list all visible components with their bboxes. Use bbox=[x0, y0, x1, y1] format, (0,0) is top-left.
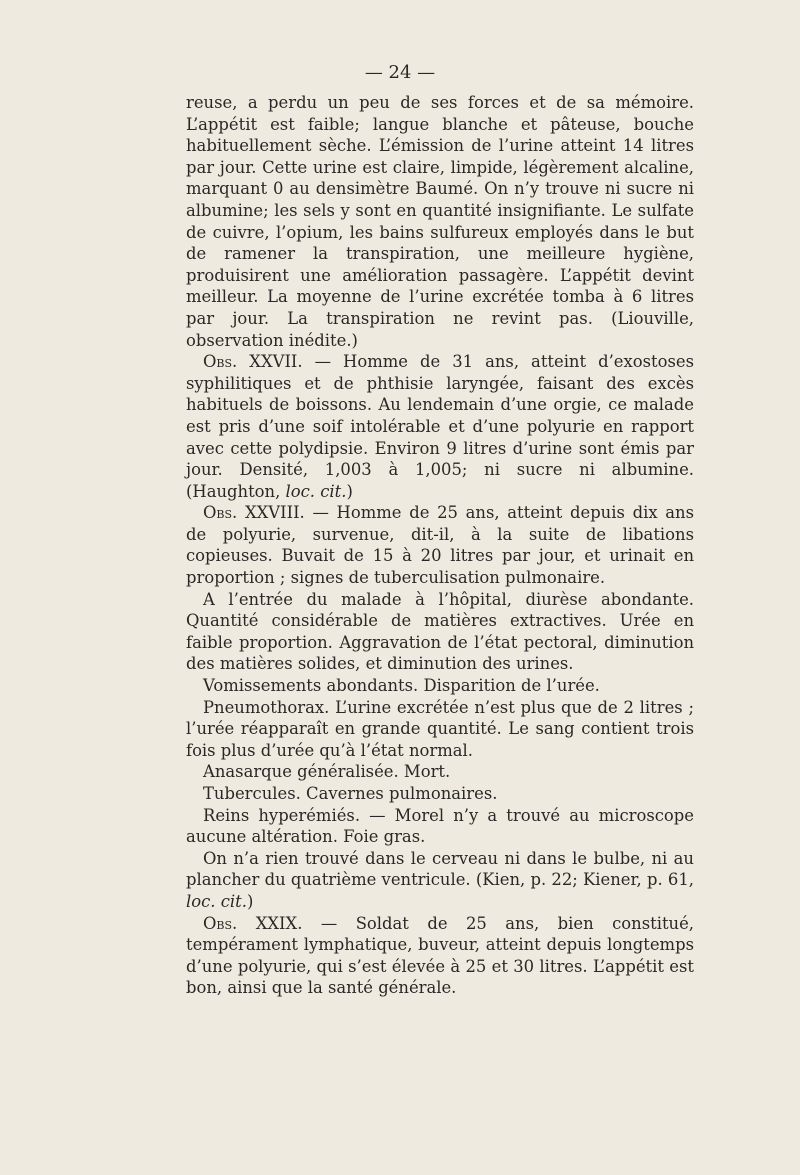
paragraph-text: Pneumothorax. L’urine excrétée n’est plus que de 2 litres ; l’urée réapparaît en grande quantité. Le sang contient trois fois plus d’urée qu’à l’état normal. bbox=[186, 697, 694, 760]
paragraph bbox=[186, 697, 694, 762]
observation-label: Obs. XXIX. bbox=[203, 913, 303, 933]
observation-paragraph bbox=[186, 913, 694, 999]
paragraph-text: Anasarque généralisée. Mort. bbox=[203, 762, 451, 782]
paragraph-text: — Homme de 31 ans, atteint d’exostoses syphilitiques et de phthisie laryngée, faisant des excès habituels de boissons. Au lendemain d’une orgie, ce malade est pris d’une soif intolérable et d’une polyurie en rapport avec cette polydipsie. Environ 9 litres d’urine sont émis par jour. Densité, 1,003 à 1,005; ni sucre ni albumine. (Haughton, bbox=[186, 352, 694, 501]
observation-label: Obs. XXVIII. bbox=[203, 503, 305, 523]
paragraph-text: A l’entrée du malade à l’hôpital, diurèse abondante. Quantité considérable de matières extractives. Urée en faible proportion. Aggravation de l’état pectoral, diminution des matières solides, et diminution des urines. bbox=[186, 589, 694, 674]
citation-close: ) bbox=[346, 481, 353, 501]
paragraph bbox=[186, 761, 694, 783]
paragraph-text: — Homme de 25 ans, atteint depuis dix ans de polyurie, survenue, dit-il, à la suite de libations copieuses. Buvait de 15 à 20 litres par jour, et urinait en proportion ; signes de tuberculisation pulmonaire. bbox=[186, 503, 694, 588]
observation-paragraph bbox=[186, 502, 694, 588]
paragraph-text: Vomissements abondants. Disparition de l’urée. bbox=[203, 676, 600, 696]
citation-close: ) bbox=[246, 891, 254, 911]
paragraph bbox=[186, 848, 694, 913]
page-number: — 24 — bbox=[364, 62, 436, 83]
paragraph-text: reuse, a perdu un peu de ses forces et de sa mémoire. L’appétit est faible; langue blanche et pâteuse, bouche habituellement sèche. L’émission de l’urine atteint 14 litres par jour. Cette urine est claire, limpide, légèrement alcaline, marquant 0 au densimètre Baumé. On n’y trouve ni sucre ni albumine; les sels y sont en quantité insignifiante. Le sulfate de cuivre, l’opium, les bains sulfureux employés dans le but de ramener la transpiration, une meilleure hygiène, produisirent une amélioration passagère. L’appétit devint meilleur. La moyenne de l’urine excrétée tomba à 6 litres par jour. La transpiration ne revint pas. (Liouville, observation inédite.) bbox=[186, 93, 694, 350]
observation-paragraph bbox=[186, 351, 694, 502]
paragraph bbox=[186, 589, 694, 675]
paragraph bbox=[186, 783, 694, 805]
paragraph-text: Tubercules. Cavernes pulmonaires. bbox=[203, 784, 498, 803]
citation-italic: loc. cit. bbox=[285, 481, 347, 501]
body-text bbox=[186, 92, 694, 999]
observation-label: Obs. XXVII. bbox=[203, 352, 303, 372]
citation-italic: loc. cit. bbox=[186, 891, 247, 911]
paragraph-text: — Soldat de 25 ans, bien constitué, tempérament lymphatique, buveur, atteint depuis longtemps d’une polyurie, qui s’est élevée à 25 et 30 litres. L’appétit est bon, ainsi que la santé générale. bbox=[186, 913, 694, 998]
paragraph bbox=[186, 92, 694, 351]
paragraph-text: On n’a rien trouvé dans le cerveau ni dans le bulbe, ni au plancher du quatrième ventricule. (Kien, p. 22; Kiener, p. 61, bbox=[186, 848, 694, 890]
paragraph bbox=[186, 805, 694, 848]
paragraph bbox=[186, 675, 694, 697]
paragraph-text: Reins hyperémiés. — Morel n’y a trouvé au microscope aucune altération. Foie gras. bbox=[186, 805, 694, 847]
